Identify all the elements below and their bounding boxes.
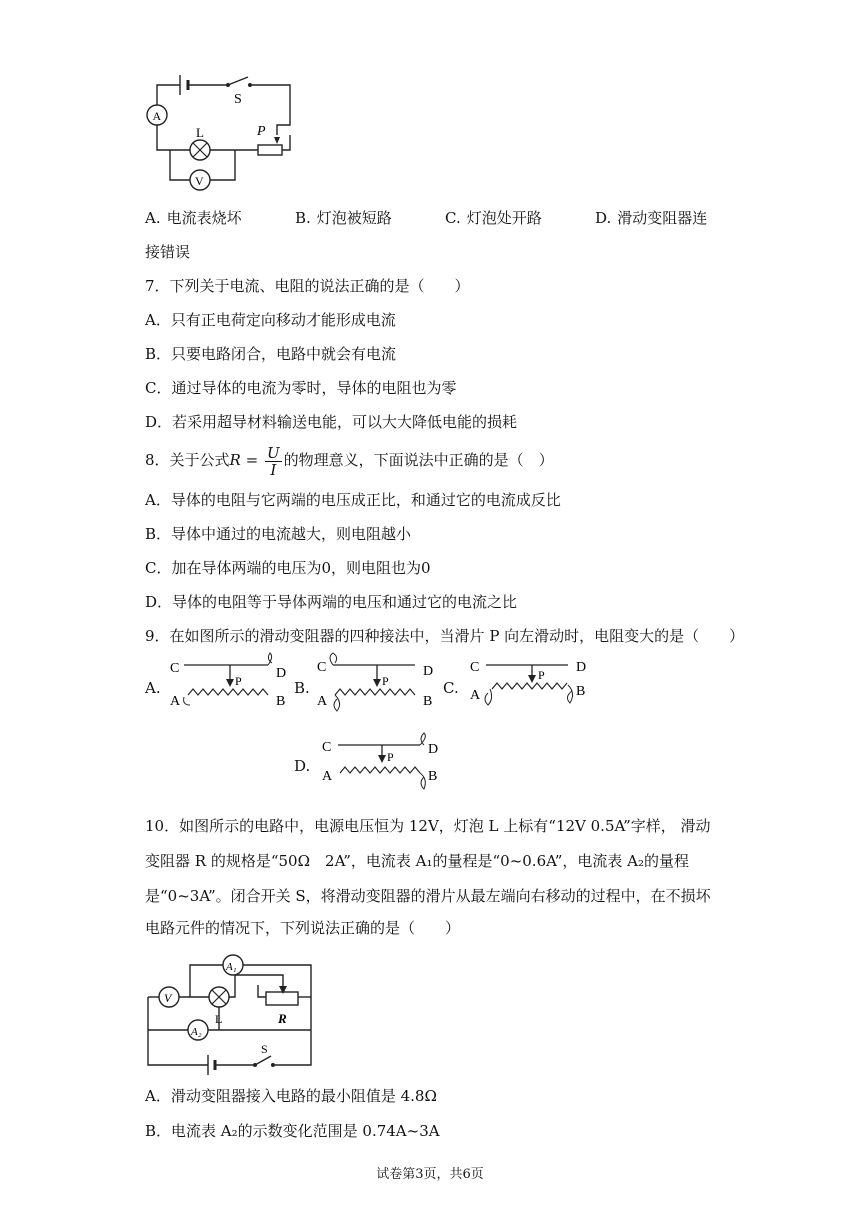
q7-option-b: B．只要电路闭合，电路中就会有电流 — [145, 345, 397, 363]
q10-circuit-diagram — [143, 950, 318, 1075]
q7-option-d: D．若采用超导材料输送电能，可以大大降低电能的损耗 — [145, 413, 518, 431]
q10-option-a: A．滑动变阻器接入电路的最小阻值是 4.8Ω — [145, 1087, 437, 1105]
q10-stem-line-3: 是“0~3A”。闭合开关 S，将滑动变阻器的滑片从最左端向右移动的过程中，在不损坏 — [145, 887, 711, 905]
q7-stem: 7．下列关于电流、电阻的说法正确的是（ ） — [145, 277, 470, 295]
q10-stem-line-1: 10．如图所示的电路中，电源电压恒为 12V，灯泡 L 上标有“12V 0.5A”字样， 滑动 — [145, 817, 711, 835]
q8-option-b: B．导体中通过的电流越大，则电阻越小 — [145, 525, 412, 543]
svg-text:D: D — [428, 742, 439, 757]
page-footer: 试卷第3页，共6页 — [376, 1167, 484, 1182]
q8-option-d: D．导体的电阻等于导体两端的电压和通过它的电流之比 — [145, 593, 518, 611]
q6-option-d-continued: 接错误 — [145, 243, 191, 261]
q10-a1-label: A₁ — [226, 961, 237, 973]
q7-option-a: A．只有正电荷定向移动才能形成电流 — [145, 311, 396, 329]
svg-text:A: A — [317, 694, 328, 709]
svg-text:B: B — [428, 769, 438, 784]
svg-text:C: C — [322, 740, 332, 755]
q6-option-b: B. 灯泡被短路 — [295, 209, 392, 227]
q9-option-c-letter: C. — [443, 679, 459, 697]
q10-rheostat-label: R — [278, 1011, 287, 1026]
svg-text:P: P — [538, 668, 545, 682]
q6-voltmeter-label: V — [195, 174, 204, 188]
q10-switch-label: S — [261, 1042, 268, 1056]
q10-v-label: V — [164, 991, 172, 1005]
q8-stem: 8．关于公式R = $\frac{U}{I}$ 的物理意义，下面说法中正确的是（ ） — [145, 443, 554, 479]
svg-text:A: A — [470, 688, 481, 703]
svg-text:C: C — [317, 660, 327, 675]
q9-option-a-letter: A. — [145, 679, 161, 697]
svg-text:P: P — [235, 674, 242, 688]
svg-text:D: D — [576, 660, 587, 675]
q9-option-d-letter: D. — [294, 757, 311, 775]
q6-slider-label: P — [257, 124, 266, 139]
q9-option-b-letter: B. — [294, 679, 310, 697]
svg-text:A: A — [322, 769, 333, 784]
q9-rheostat-b — [315, 653, 445, 713]
q6-option-c: C. 灯泡处开路 — [445, 209, 542, 227]
q9-rheostat-d — [320, 735, 450, 795]
q10-a2-label: A₂ — [191, 1026, 202, 1038]
q7-option-c: C．通过导体的电流为零时，导体的电阻也为零 — [145, 379, 457, 397]
q6-lamp-label: L — [196, 125, 204, 140]
q6-circuit-diagram — [140, 65, 300, 195]
svg-text:P: P — [382, 674, 389, 688]
q8-formula-lhs: R — [229, 451, 241, 469]
svg-text:B: B — [276, 694, 286, 709]
q9-stem: 9．在如图所示的滑动变阻器的四种接法中，当滑片 P 向左滑动时，电阻变大的是（ ） — [145, 627, 745, 645]
q8-formula-fraction: $\frac{U}{I}$ — [266, 443, 280, 479]
q8-option-a: A．导体的电阻与它两端的电压成正比，和通过它的电流成反比 — [145, 491, 561, 509]
svg-text:B: B — [423, 694, 433, 709]
q6-ammeter-label: A — [152, 109, 162, 123]
q9-rheostat-c — [468, 653, 598, 713]
q10-option-b: B．电流表 A₂的示数变化范围是 0.74A~3A — [145, 1122, 440, 1140]
q10-lamp-label: L — [215, 1012, 223, 1026]
q10-stem-line-4: 电路元件的情况下，下列说法正确的是（ ） — [145, 919, 461, 937]
svg-text:D: D — [423, 664, 434, 679]
svg-text:A: A — [170, 694, 181, 709]
svg-text:D: D — [276, 666, 287, 681]
svg-text:B: B — [576, 684, 586, 699]
svg-text:C: C — [470, 660, 480, 675]
q9-rheostat-a — [168, 655, 298, 710]
svg-text:P: P — [387, 750, 394, 764]
q6-option-a: A. 电流表烧坏 — [145, 209, 242, 227]
q6-switch-label: S — [234, 92, 242, 107]
q8-option-c: C．加在导体两端的电压为0，则电阻也为0 — [145, 559, 431, 577]
svg-text:C: C — [170, 661, 180, 676]
q6-option-d: D. 滑动变阻器连 — [595, 209, 708, 227]
q10-stem-line-2: 变阻器 R 的规格是“50Ω 2A”，电流表 A₁的量程是“0~0.6A”，电流表 A₂的量程 — [145, 852, 690, 870]
